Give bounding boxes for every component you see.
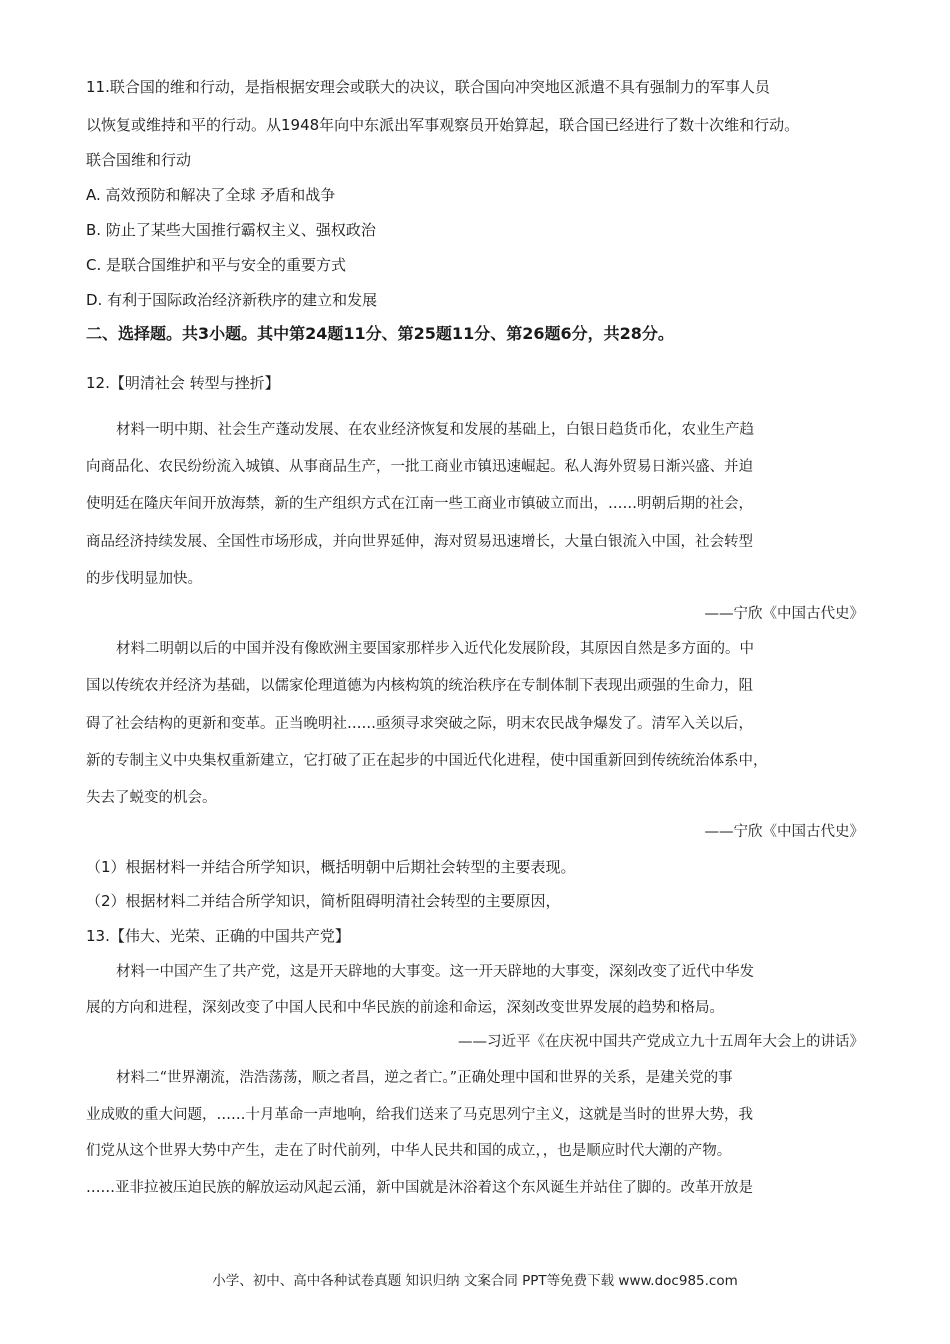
q11-option-a: A. 高效预防和解决了全球 矛盾和战争 — [86, 186, 336, 204]
q12-material2-line-3: 碍了社会结构的更新和变革。正当晚明社……亟须寻求突破之际，明末农民战争爆发了。清军入关以后， — [86, 716, 753, 732]
q13-material1-source: ——习近平《在庆祝中国共产党成立九十五周年大会上的讲话》 — [458, 1034, 864, 1050]
q13-material1-line-1: 材料一中国产生了共产党，这是开天辟地的大事变。这一开天辟地的大事变，深刻改变了近代中华发 — [116, 964, 754, 980]
q13-material2-line-3: 们党从这个世界大势中产生，走在了时代前列，中华人民共和国的成立，，也是顺应时代大潮的产物。 — [86, 1143, 732, 1159]
q12-material2-line-4: 新的专制主义中央集权重新建立，它打破了正在起步的中国近代化进程，使中国重新回到传统统治体系中， — [86, 753, 768, 769]
q11-stem-line-2: 以恢复或维持和平的行动。从1948年向中东派出军事观察员开始算起，联合国已经进行了数十次维和行动。 — [86, 116, 800, 134]
q12-material1-source: ——宁欣《中国古代史》 — [704, 606, 864, 622]
q12-material2-line-1: 材料二明朝以后的中国并没有像欧洲主要国家那样步入近代化发展阶段，其原因自然是多方面的。中 — [116, 641, 754, 657]
q12-subquestion-2: （2）根据材料二并结合所学知识，简析阻碍明清社会转型的主要原因， — [86, 892, 561, 910]
q12-subquestion-1: （1）根据材料一并结合所学知识，概括明朝中后期社会转型的主要表现。 — [86, 858, 576, 876]
q13-title: 13.【伟大、光荣、正确的中国共产党】 — [86, 927, 350, 945]
q12-material1-line-3: 使明廷在隆庆年间开放海禁，新的生产组织方式在江南一些工商业市镇破立而出，……明朝后期的社会， — [86, 496, 753, 512]
q12-material2-source: ——宁欣《中国古代史》 — [704, 824, 864, 840]
q11-option-b: B. 防止了某些大国推行霸权主义、强权政治 — [86, 221, 376, 239]
q13-material2-line-2: 业成败的重大问题，……十月革命一声地响，给我们送来了马克思列宁主义，这就是当时的世界大势，我 — [86, 1107, 753, 1123]
section-heading: 二、选择题。共3小题。其中第24题11分、第25题11分、第26题6分，共28分。 — [86, 324, 674, 343]
q11-stem-line-3: 联合国维和行动 — [86, 151, 192, 169]
page-footer: 小学、初中、高中各种试卷真题 知识归纳 文案合同 PPT等免费下载 www.doc985.com — [212, 1273, 738, 1289]
q12-material1-line-4: 商品经济持续发展、全国性市场形成，并向世界延伸，海对贸易迅速增长，大量白银流入中国，社会转型 — [86, 534, 753, 550]
q12-material2-line-2: 国以传统农并经济为基础，以儒家伦理道德为内核构筑的统治秩序在专制体制下表现出顽强的生命力，阻 — [86, 678, 753, 694]
q11-stem-line-1: 11.联合国的维和行动，是指根据安理会或联大的决议，联合国向冲突地区派遣不具有强制力的军事人员 — [86, 78, 770, 96]
q13-material2-line-4: ……亚非拉被压迫民族的解放运动风起云涌，新中国就是沐浴着这个东风诞生并站住了脚的。改革开放是 — [86, 1180, 753, 1196]
q12-title: 12.【明清社会 转型与挫折】 — [86, 374, 280, 392]
q11-option-d: D. 有利于国际政治经济新秩序的建立和发展 — [86, 291, 378, 309]
q12-material1-line-1: 材料一明中期、社会生产蓬动发展、在农业经济恢复和发展的基础上，白银日趋货币化，农业生产趋 — [116, 422, 754, 438]
q11-option-c: C. 是联合国维护和平与安全的重要方式 — [86, 256, 347, 274]
q12-material2-line-5: 失去了蜕变的机会。 — [86, 790, 217, 806]
q12-material1-line-5: 的步伐明显加快。 — [86, 571, 202, 587]
q12-material1-line-2: 向商品化、农民纷纷流入城镇、从事商品生产，一批工商业市镇迅速崛起。私人海外贸易日渐兴盛、并迫 — [86, 459, 753, 475]
q13-material1-line-2: 展的方向和进程，深刻改变了中国人民和中华民族的前途和命运，深刻改变世界发展的趋势和格局。 — [86, 1000, 724, 1016]
q13-material2-line-1: 材料二“世界潮流，浩浩荡荡，顺之者昌，逆之者亡。”正确处理中国和世界的关系，是建关党的事 — [116, 1070, 733, 1086]
